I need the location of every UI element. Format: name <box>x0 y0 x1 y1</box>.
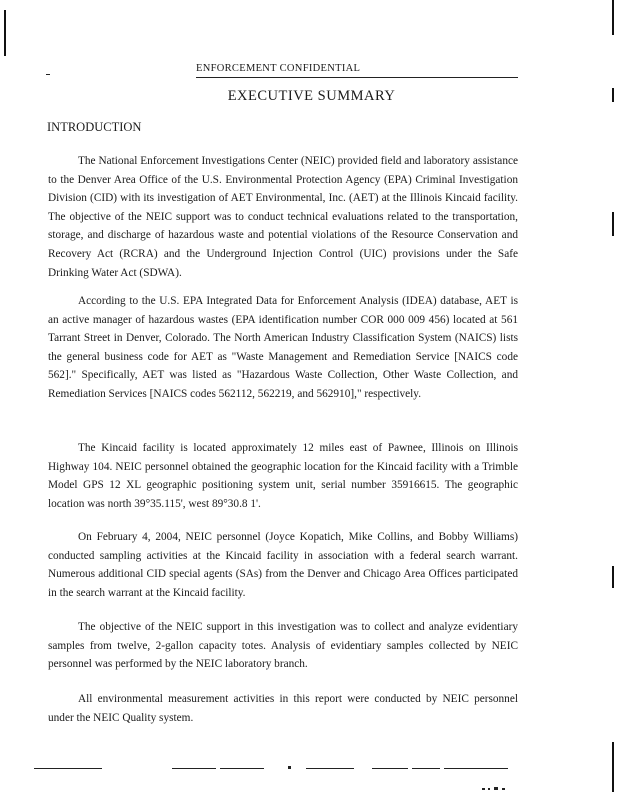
footer-rule <box>172 768 216 769</box>
scan-edge-mark <box>612 0 614 35</box>
footer-rule <box>444 768 508 769</box>
scan-dash-mark <box>46 74 50 75</box>
section-heading: INTRODUCTION <box>47 120 142 134</box>
footer-rule <box>34 768 102 769</box>
paragraph <box>48 439 518 513</box>
header-text: ENFORCEMENT CONFIDENTIAL <box>196 63 361 74</box>
scan-edge-mark <box>612 742 614 792</box>
paragraph-text: The National Enforcement Investigations Center (NEIC) provided field and laboratory assistance to the Denver Area Office of the U.S. Environmental Protection Agency (EPA) Criminal Investigation Division (CID) with its investigation of AET Environmental, Inc. (AET) at the Illinois Kincaid facility. The objective of the NEIC support was to conduct technical evaluations related to the transportation, storage, and discharge of hazardous waste and potential violations of the Resource Conservation and Recovery Act (RCRA) and the Underground Injection Control (UIC) provisions under the Safe Drinking Water Act (SDWA). <box>48 155 518 279</box>
confidential-header <box>196 63 518 78</box>
footer-rule <box>220 768 264 769</box>
footer-rule <box>412 768 440 769</box>
paragraph-text: On February 4, 2004, NEIC personnel (Joyce Kopatich, Mike Collins, and Bobby Williams) conducted sampling activities at the Kincaid facility in association with a federal search warrant. Numerous additional CID special agents (SAs) from the Denver and Chicago Area Offices participated in the search warrant at the Kincaid facility. <box>48 531 518 599</box>
paragraph-text: The Kincaid facility is located approximately 12 miles east of Pawnee, Illinois on Illinois Highway 104. NEIC personnel obtained the geographic location for the Kincaid facility with a Trimble Model GPS 12 XL geographic positioning system unit, serial number 35916615. The geographic location was north 39°35.115', west 89°30.8 1'. <box>48 442 518 510</box>
page-title: EXECUTIVE SUMMARY <box>227 88 396 104</box>
paragraph <box>48 528 518 602</box>
scan-edge-mark <box>612 212 614 236</box>
paragraph-text: All environmental measurement activities in this report were conducted by NEIC personnel under the NEIC Quality system. <box>48 693 518 724</box>
footer-rule <box>306 768 354 769</box>
paragraph <box>48 690 518 727</box>
scan-edge-mark <box>612 566 614 588</box>
paragraph <box>48 152 518 282</box>
footer-tick <box>288 766 291 769</box>
paragraph <box>48 618 518 674</box>
paragraph-text: The objective of the NEIC support in this investigation was to collect and analyze evidentiary samples from twelve, 2-gallon capacity totes. Analysis of evidentiary samples collected by NEIC personnel was performed by the NEIC laboratory branch. <box>48 621 518 671</box>
paragraph-text: According to the U.S. EPA Integrated Data for Enforcement Analysis (IDEA) database, AET is an active manager of hazardous wastes (EPA identification number COR 000 009 456) located at 561 Tarrant Street in Denver, Colorado. The North American Industry Classification System (NAICS) lists the general business code for AET as "Waste Management and Remediation Service [NAICS code 562]." Specifically, AET was listed as "Hazardous Waste Collection, Other Waste Collection, and Remediation Services [NAICS codes 562112, 562219, and 562910]," respectively. <box>48 295 518 400</box>
footer-rule <box>372 768 408 769</box>
scan-noise-marks <box>482 786 512 792</box>
scan-edge-mark <box>4 10 6 56</box>
paragraph <box>48 292 518 404</box>
